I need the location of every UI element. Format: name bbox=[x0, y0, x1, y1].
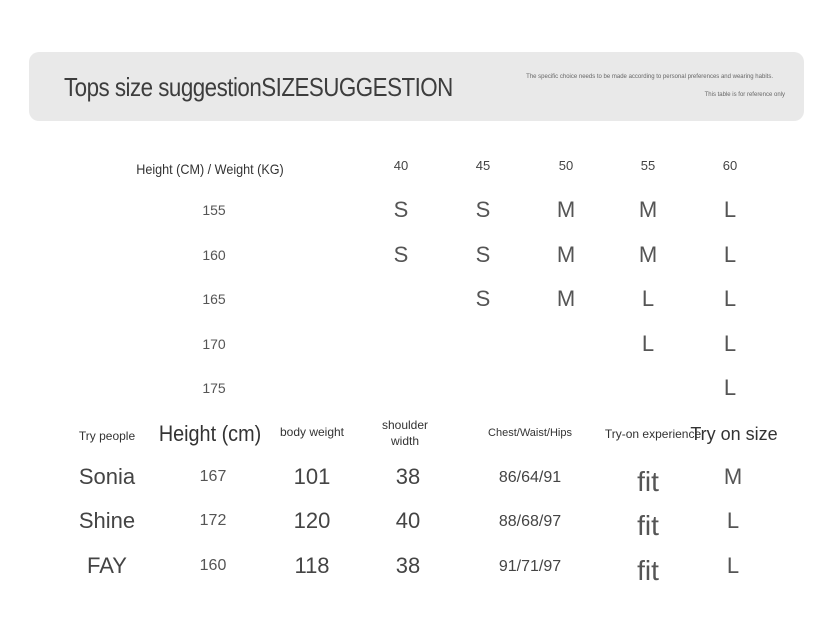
size-cell: M bbox=[638, 197, 658, 222]
size-cell: S bbox=[475, 197, 491, 222]
try-on-experience: fit bbox=[637, 555, 659, 586]
try-on-size: L bbox=[726, 508, 740, 533]
height-label: 170 bbox=[202, 336, 226, 352]
person-name: Shine bbox=[78, 508, 136, 533]
size-cell: M bbox=[638, 242, 658, 267]
weight-header: 40 bbox=[393, 158, 409, 173]
header-shoulder-width: width bbox=[390, 434, 420, 448]
person-weight: 120 bbox=[293, 508, 331, 533]
size-cell: M bbox=[556, 286, 576, 311]
header-shoulder: shoulder bbox=[381, 418, 429, 432]
try-on-experience: fit bbox=[637, 510, 659, 541]
person-height: 172 bbox=[199, 512, 227, 529]
weight-header: 55 bbox=[640, 158, 656, 173]
person-height: 160 bbox=[199, 557, 227, 574]
try-on-size: L bbox=[726, 553, 740, 578]
weight-header: 60 bbox=[722, 158, 738, 173]
size-cell: S bbox=[393, 242, 409, 267]
size-cell: L bbox=[723, 331, 737, 356]
try-on-experience: fit bbox=[637, 466, 659, 497]
size-cell: L bbox=[723, 375, 737, 400]
preference-note: The specific choice needs to be made according to personal preferences and wearing habits. bbox=[526, 74, 773, 80]
header-chest-waist-hips: Chest/Waist/Hips bbox=[488, 427, 572, 439]
person-name: FAY bbox=[87, 553, 127, 578]
person-height: 167 bbox=[199, 468, 227, 485]
size-cell: L bbox=[641, 286, 655, 311]
size-cell: M bbox=[556, 242, 576, 267]
size-cell: S bbox=[393, 197, 409, 222]
person-shoulder: 38 bbox=[395, 464, 421, 489]
header-try-people: Try people bbox=[78, 429, 136, 443]
weight-header: 45 bbox=[475, 158, 491, 173]
size-cell: L bbox=[723, 286, 737, 311]
height-label: 175 bbox=[202, 380, 226, 396]
weight-header: 50 bbox=[558, 158, 574, 173]
size-cell: S bbox=[475, 242, 491, 267]
size-chart-header-label: Height (CM) / Weight (KG) bbox=[136, 161, 284, 177]
person-shoulder: 38 bbox=[395, 553, 421, 578]
header-try-on-size: Try on size bbox=[690, 424, 778, 444]
header-height: Height (cm) bbox=[158, 421, 262, 446]
size-cell: L bbox=[641, 331, 655, 356]
person-name: Sonia bbox=[78, 464, 136, 489]
size-cell: S bbox=[475, 286, 491, 311]
reference-note: This table is for reference only bbox=[704, 92, 785, 98]
height-label: 155 bbox=[202, 202, 226, 218]
page-title: Tops size suggestionSIZESUGGESTION bbox=[64, 72, 453, 102]
height-label: 165 bbox=[202, 291, 226, 307]
person-weight: 101 bbox=[293, 464, 331, 489]
person-weight: 118 bbox=[294, 553, 330, 578]
person-shoulder: 40 bbox=[395, 508, 421, 533]
header-try-on-experience: Try-on experience bbox=[604, 427, 702, 441]
person-chest-waist-hips: 86/64/91 bbox=[498, 469, 562, 486]
size-cell: L bbox=[723, 242, 737, 267]
header-body-weight: body weight bbox=[279, 425, 345, 439]
person-chest-waist-hips: 91/71/97 bbox=[498, 558, 562, 575]
size-cell: M bbox=[556, 197, 576, 222]
person-chest-waist-hips: 88/68/97 bbox=[498, 513, 562, 530]
size-cell: L bbox=[723, 197, 737, 222]
try-on-size: M bbox=[723, 464, 743, 489]
height-label: 160 bbox=[202, 247, 226, 263]
